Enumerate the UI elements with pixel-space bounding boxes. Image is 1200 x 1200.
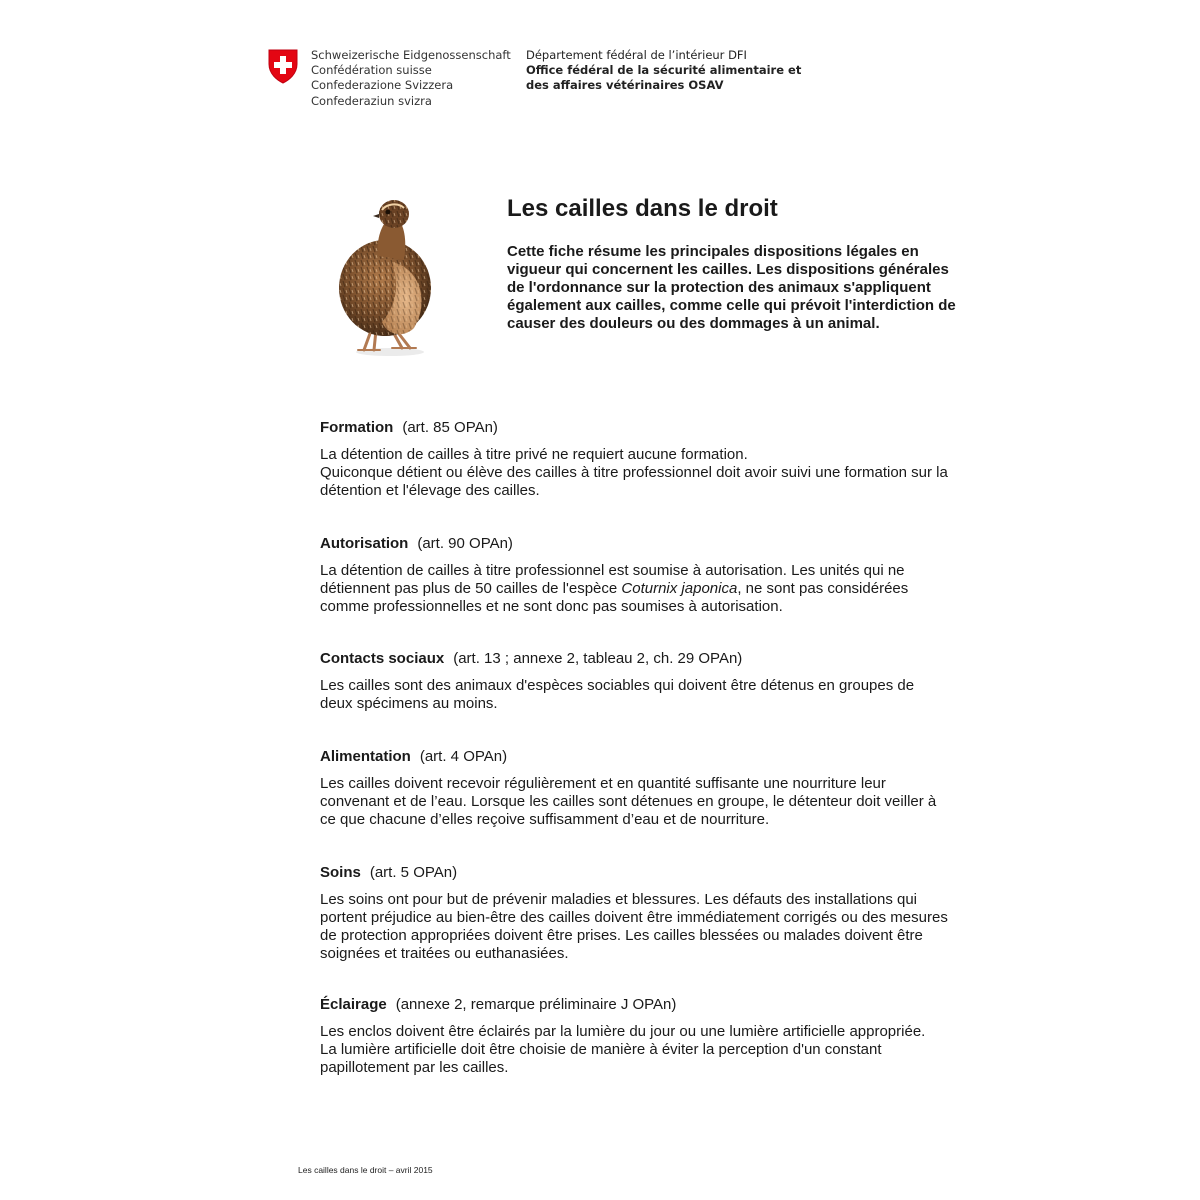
- section-body: Les cailles sont des animaux d'espèces sociables qui doivent être détenus en groupes de deux spécimens au moins.: [320, 677, 915, 712]
- section-autorisation: [320, 535, 950, 616]
- section-body: Les cailles doivent recevoir régulièrement et en quantité suffisante une nourriture leur convenant et de l’eau. Lorsque les cailles sont détenues en groupe, le détenteur doit veiller à ce que chacune d’elles reçoive suffisamment d’eau et de nourriture.: [320, 775, 937, 828]
- quail-illustration: [330, 190, 450, 360]
- office-name-line2: des affaires vétérinaires OSAV: [526, 78, 724, 93]
- section-contacts-sociaux: [320, 650, 950, 713]
- confederation-name-fr: Confédération suisse: [311, 63, 432, 78]
- confederation-name-de: Schweizerische Eidgenossenschaft: [311, 48, 511, 62]
- section-body: Les soins ont pour but de prévenir maladies et blessures. Les défauts des installations qui portent préjudice au bien-être des cailles doivent être immédiatement corrigés ou des mesures de protection appropriées doivent être prises. Les cailles blessées ou malades doivent être soignées et traitées ou euthanasiées.: [320, 891, 948, 962]
- section-reference: (art. 85 OPAn): [402, 419, 498, 436]
- section-reference: (art. 13 ; annexe 2, tableau 2, ch. 29 OPAn): [453, 650, 743, 667]
- section-soins: [320, 864, 950, 963]
- species-name: Coturnix japonica: [621, 580, 738, 597]
- section-heading: Contacts sociaux: [320, 650, 445, 667]
- section-body-text: La détention de cailles à titre professionnel est soumise à autorisation. Les unités qui ne détiennent pas plus de 50 cailles de l'espèce: [320, 562, 905, 597]
- section-body: [320, 446, 950, 500]
- section-heading: Alimentation: [320, 748, 411, 765]
- confederation-names: [311, 48, 511, 109]
- section-eclairage: [320, 996, 950, 1077]
- section-body-line: La lumière artificielle doit être choisie de manière à éviter la perception d'un constant papillotement par les cailles.: [320, 1041, 882, 1076]
- section-alimentation: [320, 748, 950, 829]
- section-body-line: Les enclos doivent être éclairés par la lumière du jour ou une lumière artificielle appropriée.: [320, 1023, 926, 1040]
- swiss-shield-icon: [267, 48, 299, 84]
- confederation-name-it: Confederazione Svizzera: [311, 78, 454, 93]
- section-heading: Autorisation: [320, 535, 409, 552]
- section-body-text: , ne sont pas considérées comme professionnelles et ne sont donc pas soumises à autorisation.: [320, 580, 909, 615]
- section-reference: (art. 4 OPAn): [419, 748, 508, 765]
- section-body: [320, 1023, 950, 1077]
- section-reference: (annexe 2, remarque préliminaire J OPAn): [395, 996, 677, 1013]
- page-footer: Les cailles dans le droit – avril 2015: [298, 1165, 433, 1175]
- section-body-line: La détention de cailles à titre privé ne requiert aucune formation.: [320, 446, 748, 463]
- confederation-name-rm: Confederaziun svizra: [311, 93, 432, 108]
- office-name-line1: Office fédéral de la sécurité alimentaire et: [526, 63, 802, 78]
- section-reference: (art. 5 OPAn): [369, 864, 458, 881]
- section-heading: Formation: [320, 419, 394, 436]
- section-body-line: Quiconque détient ou élève des cailles à titre professionnel doit avoir suivi une formation sur la détention et l'élevage des cailles.: [320, 464, 948, 499]
- section-body: [320, 562, 950, 616]
- intro-paragraph: Cette fiche résume les principales dispositions légales en vigueur qui concernent les cailles. Les dispositions générales de l'ordonnance sur la protection des animaux s'appliquent également aux cailles, comme celle qui prévoit l'interdiction de causer des douleurs ou des dommages à un animal.: [507, 243, 956, 332]
- department-block: [526, 48, 801, 94]
- section-heading: Éclairage: [320, 996, 387, 1013]
- section-formation: [320, 419, 950, 500]
- page-title: Les cailles dans le droit: [507, 195, 778, 222]
- section-heading: Soins: [320, 864, 361, 881]
- department-name: Département fédéral de l’intérieur DFI: [526, 48, 747, 62]
- section-reference: (art. 90 OPAn): [417, 535, 513, 552]
